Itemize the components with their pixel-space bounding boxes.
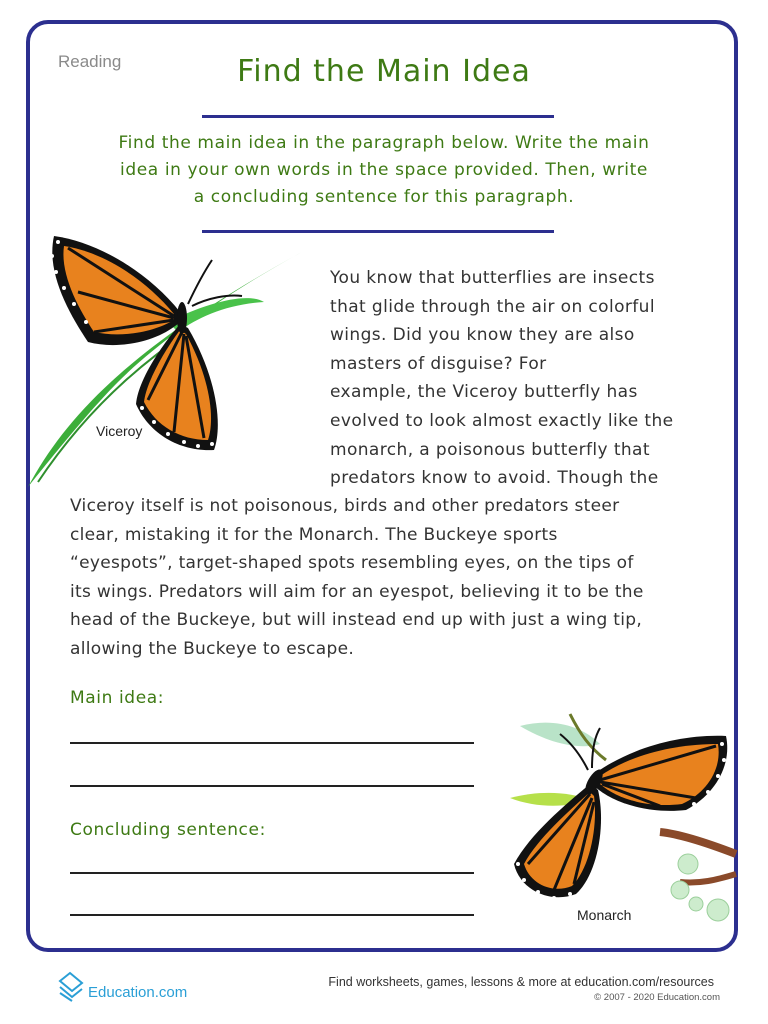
footer-tagline[interactable]: Find worksheets, games, lessons & more at education.com/resources bbox=[328, 975, 714, 989]
page-title: Find the Main Idea bbox=[237, 54, 531, 89]
passage-line: “eyespots”, target-shaped spots resembling eyes, on the tips of bbox=[70, 553, 634, 574]
passage-line: allowing the Buckeye to escape. bbox=[70, 638, 355, 659]
brand-logo[interactable] bbox=[56, 970, 187, 1001]
monarch-caption: Monarch bbox=[577, 907, 632, 923]
title-divider bbox=[202, 115, 554, 118]
passage-full bbox=[70, 492, 730, 664]
passage-wrapped bbox=[330, 264, 730, 493]
passage-line: head of the Buckeye, but will instead end up with just a wing tip, bbox=[70, 610, 643, 631]
passage-line: You know that butterflies are insects bbox=[330, 268, 655, 288]
concluding-answer-line-1[interactable] bbox=[70, 872, 474, 874]
passage-line: that glide through the air on colorful bbox=[330, 296, 655, 317]
monarch-butterfly-illustration bbox=[510, 714, 736, 928]
passage-line: evolved to look almost exactly like the bbox=[330, 410, 674, 431]
passage-line: monarch, a poisonous butterfly that bbox=[330, 439, 650, 460]
instructions bbox=[82, 130, 686, 211]
passage-line: its wings. Predators will aim for an eyespot, believing it to be the bbox=[70, 581, 644, 602]
passage-line: predators know to avoid. Though the bbox=[330, 468, 659, 489]
main-idea-label: Main idea: bbox=[70, 688, 165, 708]
passage-line: wings. Did you know they are also bbox=[330, 325, 635, 346]
instruction-line: idea in your own words in the space provided. Then, write bbox=[120, 160, 648, 180]
education-logo-icon bbox=[56, 971, 84, 1001]
main-idea-answer-line-1[interactable] bbox=[70, 742, 474, 744]
instruction-line: a concluding sentence for this paragraph. bbox=[193, 187, 575, 207]
main-idea-answer-line-2[interactable] bbox=[70, 785, 474, 787]
viceroy-butterfly-illustration bbox=[28, 232, 318, 492]
concluding-sentence-label: Concluding sentence: bbox=[70, 820, 266, 840]
passage-line: Viceroy itself is not poisonous, birds and other predators steer bbox=[70, 496, 620, 516]
instruction-line: Find the main idea in the paragraph below. Write the main bbox=[118, 133, 650, 153]
brand-name: Education.com bbox=[88, 984, 188, 1001]
copyright: © 2007 - 2020 Education.com bbox=[594, 992, 720, 1003]
concluding-answer-line-2[interactable] bbox=[70, 914, 474, 916]
passage-line: example, the Viceroy butterfly has bbox=[330, 382, 638, 403]
viceroy-caption: Viceroy bbox=[96, 423, 143, 439]
passage-line: clear, mistaking it for the Monarch. The Buckeye sports bbox=[70, 524, 558, 545]
passage-line: masters of disguise? For bbox=[330, 353, 547, 374]
subject-label: Reading bbox=[58, 52, 122, 71]
